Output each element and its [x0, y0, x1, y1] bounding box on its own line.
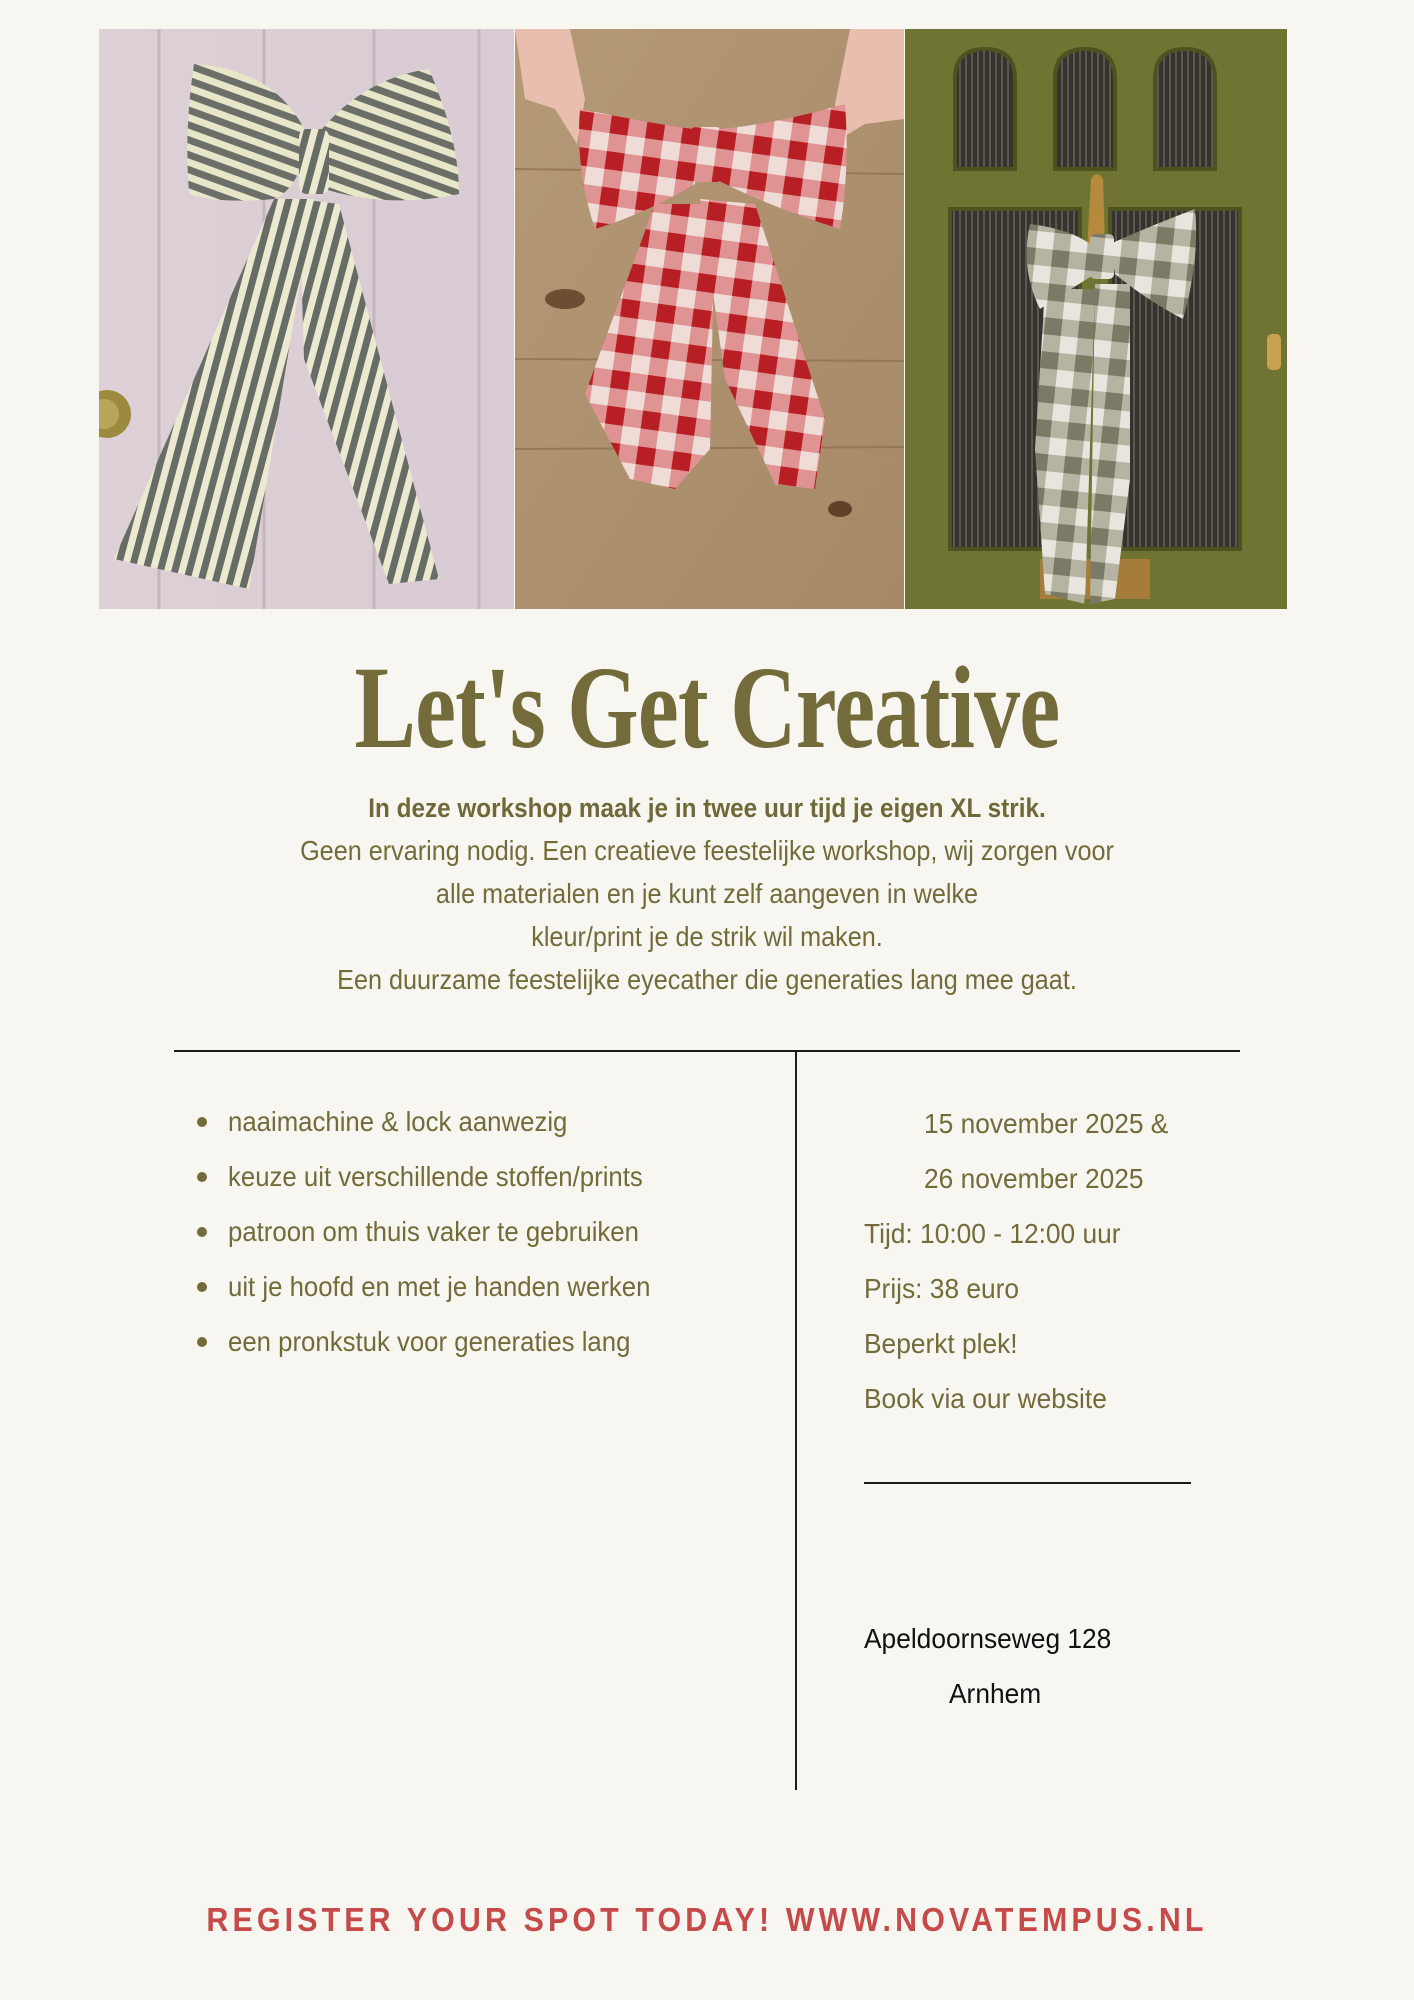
red-gingham-bow-image	[515, 29, 904, 609]
feature-item: naaimachine & lock aanwezig	[195, 1100, 687, 1155]
red-gingham-bow-photo	[515, 29, 904, 609]
feature-item: een pronkstuk voor generaties lang	[195, 1320, 687, 1375]
bullet-icon	[197, 1337, 207, 1347]
event-details	[864, 1102, 1184, 1432]
feature-item: uit je hoofd en met je handen werken	[195, 1265, 687, 1320]
intro-text	[0, 787, 1414, 1001]
page-title: Let's Get Creative	[354, 642, 1060, 773]
sage-gingham-bow-image	[905, 29, 1287, 609]
event-price: Prijs: 38 euro	[864, 1273, 1020, 1304]
event-date-2: 26 november 2025	[924, 1163, 1144, 1194]
address-street: Apeldoornseweg 128	[864, 1623, 1112, 1654]
intro-lead: In deze workshop maak je in twee uur tijd je eigen XL strik.	[368, 793, 1046, 823]
feature-item: patroon om thuis vaker te gebruiken	[195, 1210, 687, 1265]
striped-bow-photo	[99, 29, 514, 609]
photo-collage	[99, 29, 1287, 609]
booking-note: Book via our website	[864, 1383, 1107, 1414]
bullet-icon	[197, 1227, 207, 1237]
bullet-icon	[197, 1172, 207, 1182]
venue-address	[864, 1617, 1127, 1716]
horizontal-divider	[174, 1050, 1240, 1052]
striped-bow-image	[99, 29, 514, 609]
register-cta: REGISTER YOUR SPOT TODAY! WWW.NOVATEMPUS.NL	[206, 1901, 1208, 1938]
event-date-1: 15 november 2025 &	[924, 1108, 1169, 1139]
address-city: Arnhem	[949, 1678, 1042, 1709]
intro-line: Geen ervaring nodig. Een creatieve feestelijke workshop, wij zorgen voor	[300, 835, 1114, 866]
feature-item: keuze uit verschillende stoffen/prints	[195, 1155, 687, 1210]
feature-list	[195, 1100, 687, 1375]
event-time: Tijd: 10:00 - 12:00 uur	[864, 1218, 1121, 1249]
sage-gingham-bow-photo	[905, 29, 1287, 609]
details-divider	[864, 1482, 1191, 1484]
bullet-icon	[197, 1117, 207, 1127]
intro-line: Een duurzame feestelijke eyecather die generaties lang mee gaat.	[337, 964, 1077, 995]
vertical-divider	[795, 1052, 797, 1790]
intro-line: kleur/print je de strik wil maken.	[531, 921, 883, 952]
event-availability: Beperkt plek!	[864, 1328, 1018, 1359]
bullet-icon	[197, 1282, 207, 1292]
intro-line: alle materialen en je kunt zelf aangeven in welke	[435, 878, 979, 909]
